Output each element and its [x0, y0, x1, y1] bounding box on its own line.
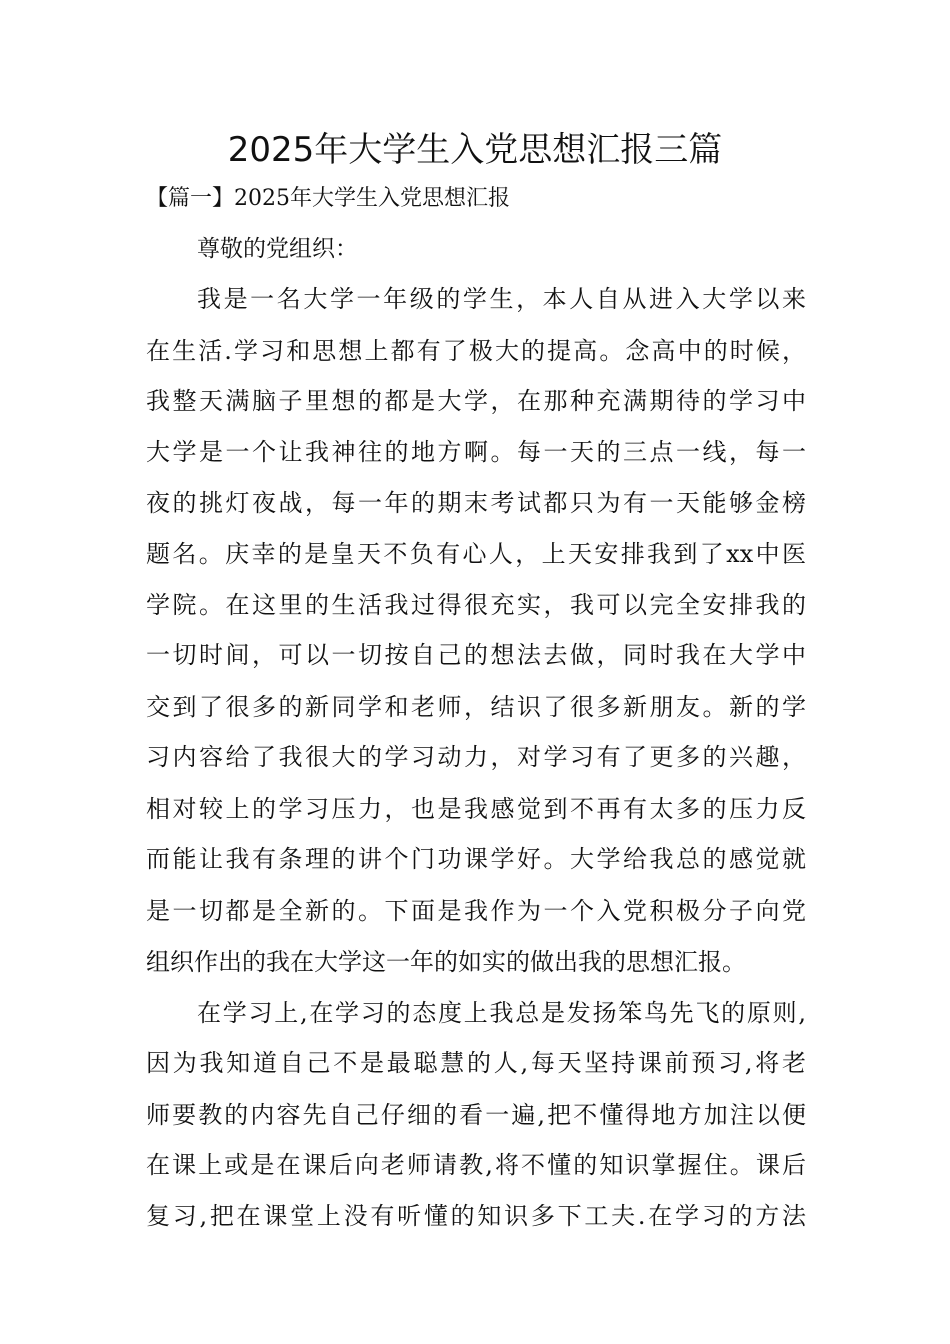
paragraph-line: 一切时间，可以一切按自己的想法去做，同时我在大学中 [146, 641, 806, 669]
document-title: 2025年大学生入党思想汇报三篇 [227, 130, 723, 170]
paragraph-line: 师要教的内容先自己仔细的看一遍,把不懂得地方加注以便 [146, 1101, 806, 1129]
paragraph-line: 组织作出的我在大学这一年的如实的做出我的思想汇报。 [146, 948, 746, 976]
paragraph-line: 在生活.学习和思想上都有了极大的提高。念高中的时候， [146, 337, 806, 365]
paragraph-line: 大学是一个让我神往的地方啊。每一天的三点一线，每一 [146, 438, 806, 466]
paragraph-line: 夜的挑灯夜战，每一年的期末考试都只为有一天能够金榜 [146, 489, 806, 517]
paragraph-line: 是一切都是全新的。下面是我作为一个入党积极分子向党 [146, 897, 806, 925]
paragraph-line: 相对较上的学习压力，也是我感觉到不再有太多的压力反 [146, 795, 806, 823]
section-heading: 【篇一】2025年大学生入党思想汇报 [146, 186, 510, 211]
paragraph-line: 我整天满脑子里想的都是大学，在那种充满期待的学习中 [146, 387, 806, 415]
paragraph-line: 在课上或是在课后向老师请教,将不懂的知识掌握住。课后 [146, 1151, 806, 1179]
paragraph-line: 学院。在这里的生活我过得很充实，我可以完全安排我的 [146, 591, 806, 619]
paragraph-line: 复习,把在课堂上没有听懂的知识多下工夫.在学习的方法 [146, 1202, 806, 1230]
paragraph-line: 题名。庆幸的是皇天不负有心人，上天安排我到了xx中医 [146, 540, 806, 568]
paragraph-line: 交到了很多的新同学和老师，结识了很多新朋友。新的学 [146, 693, 806, 721]
paragraph-line: 我是一名大学一年级的学生，本人自从进入大学以来 [197, 285, 806, 313]
paragraph-line: 因为我知道自己不是最聪慧的人,每天坚持课前预习,将老 [146, 1049, 806, 1077]
paragraph-line: 习内容给了我很大的学习动力，对学习有了更多的兴趣， [146, 743, 806, 771]
paragraph-line: 在学习上,在学习的态度上我总是发扬笨鸟先飞的原则, [197, 999, 806, 1027]
paragraph-line: 而能让我有条理的讲个门功课学好。大学给我总的感觉就 [146, 845, 806, 873]
salutation: 尊敬的党组织： [197, 236, 358, 262]
